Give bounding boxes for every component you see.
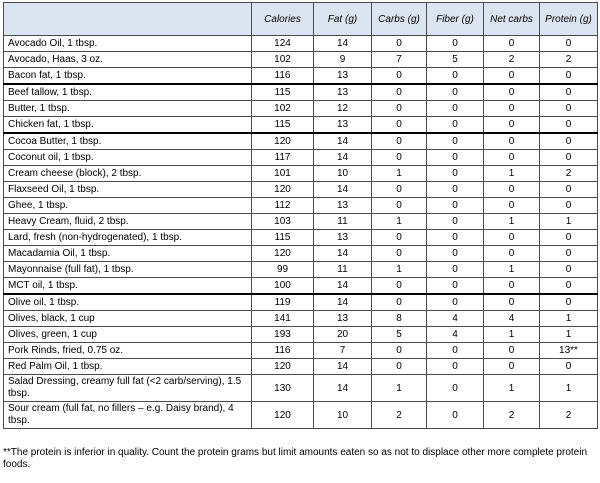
table-row xyxy=(4,166,598,182)
fat-cell: 14 xyxy=(314,375,372,402)
table-body xyxy=(4,36,598,429)
table-row xyxy=(4,84,598,101)
protein-cell: 13** xyxy=(540,343,598,359)
table-row xyxy=(4,262,598,278)
fat-cell: 14 xyxy=(314,133,372,150)
calories-cell: 124 xyxy=(252,36,314,52)
nutrition-table xyxy=(3,2,598,429)
calories-cell: 102 xyxy=(252,101,314,117)
net-carbs-cell: 0 xyxy=(484,182,540,198)
protein-cell: 1 xyxy=(540,375,598,402)
food-name: Olives, black, 1 cup xyxy=(4,311,252,327)
carbs-cell: 0 xyxy=(372,117,427,134)
net-carbs-cell: 0 xyxy=(484,343,540,359)
fat-cell: 7 xyxy=(314,343,372,359)
fat-cell: 14 xyxy=(314,278,372,295)
fiber-cell: 0 xyxy=(427,278,484,295)
net-carbs-cell: 0 xyxy=(484,278,540,295)
fat-cell: 14 xyxy=(314,150,372,166)
protein-cell: 0 xyxy=(540,150,598,166)
food-name: Lard, fresh (non-hydrogenated), 1 tbsp. xyxy=(4,230,252,246)
net-carbs-cell: 1 xyxy=(484,375,540,402)
fiber-cell: 0 xyxy=(427,359,484,375)
calories-cell: 116 xyxy=(252,343,314,359)
fat-cell: 13 xyxy=(314,117,372,134)
calories-cell: 100 xyxy=(252,278,314,295)
header-net-carbs: Net carbs xyxy=(484,3,540,36)
food-name: Butter, 1 tbsp. xyxy=(4,101,252,117)
carbs-cell: 0 xyxy=(372,182,427,198)
fiber-cell: 0 xyxy=(427,262,484,278)
footnote: **The protein is inferior in quality. Count the protein grams but limit amounts eaten so as not to displace other more complete protein foods. xyxy=(3,447,588,470)
food-name: Heavy Cream, fluid, 2 tbsp. xyxy=(4,214,252,230)
net-carbs-cell: 2 xyxy=(484,402,540,429)
protein-cell: 0 xyxy=(540,101,598,117)
protein-cell: 1 xyxy=(540,214,598,230)
fiber-cell: 0 xyxy=(427,375,484,402)
carbs-cell: 0 xyxy=(372,230,427,246)
calories-cell: 115 xyxy=(252,230,314,246)
food-name: Coconut oil, 1 tbsp. xyxy=(4,150,252,166)
fat-cell: 9 xyxy=(314,52,372,68)
carbs-cell: 8 xyxy=(372,311,427,327)
protein-cell: 0 xyxy=(540,84,598,101)
carbs-cell: 7 xyxy=(372,52,427,68)
food-name: Bacon fat, 1 tbsp. xyxy=(4,68,252,85)
food-name: Sour cream (full fat, no fillers – e.g. Daisy brand), 4 tbsp. xyxy=(4,402,252,429)
net-carbs-cell: 0 xyxy=(484,84,540,101)
protein-cell: 1 xyxy=(540,327,598,343)
fiber-cell: 0 xyxy=(427,117,484,134)
net-carbs-cell: 1 xyxy=(484,327,540,343)
protein-cell: 0 xyxy=(540,230,598,246)
food-name: Avocado Oil, 1 tbsp. xyxy=(4,36,252,52)
net-carbs-cell: 0 xyxy=(484,36,540,52)
carbs-cell: 0 xyxy=(372,68,427,85)
fiber-cell: 0 xyxy=(427,198,484,214)
fat-cell: 14 xyxy=(314,36,372,52)
table-row xyxy=(4,36,598,52)
calories-cell: 115 xyxy=(252,117,314,134)
carbs-cell: 0 xyxy=(372,343,427,359)
food-name: Avocado, Haas, 3 oz. xyxy=(4,52,252,68)
net-carbs-cell: 0 xyxy=(484,246,540,262)
fat-cell: 20 xyxy=(314,327,372,343)
table-row xyxy=(4,133,598,150)
net-carbs-cell: 0 xyxy=(484,133,540,150)
net-carbs-cell: 0 xyxy=(484,294,540,311)
fat-cell: 14 xyxy=(314,359,372,375)
calories-cell: 103 xyxy=(252,214,314,230)
calories-cell: 112 xyxy=(252,198,314,214)
table-row xyxy=(4,402,598,429)
table-row xyxy=(4,182,598,198)
table-row xyxy=(4,294,598,311)
net-carbs-cell: 0 xyxy=(484,150,540,166)
carbs-cell: 2 xyxy=(372,402,427,429)
fat-cell: 10 xyxy=(314,402,372,429)
fiber-cell: 0 xyxy=(427,150,484,166)
net-carbs-cell: 0 xyxy=(484,198,540,214)
table-row xyxy=(4,52,598,68)
fat-cell: 11 xyxy=(314,214,372,230)
fat-cell: 13 xyxy=(314,68,372,85)
protein-cell: 0 xyxy=(540,278,598,295)
fiber-cell: 0 xyxy=(427,246,484,262)
table-row xyxy=(4,327,598,343)
protein-cell: 1 xyxy=(540,311,598,327)
table-row xyxy=(4,311,598,327)
fiber-cell: 0 xyxy=(427,133,484,150)
food-name: Olives, green, 1 cup xyxy=(4,327,252,343)
food-name: Beef tallow, 1 tbsp. xyxy=(4,84,252,101)
calories-cell: 99 xyxy=(252,262,314,278)
header-protein: Protein (g) xyxy=(540,3,598,36)
fat-cell: 13 xyxy=(314,311,372,327)
protein-cell: 2 xyxy=(540,166,598,182)
carbs-cell: 0 xyxy=(372,278,427,295)
calories-cell: 101 xyxy=(252,166,314,182)
net-carbs-cell: 1 xyxy=(484,214,540,230)
protein-cell: 0 xyxy=(540,294,598,311)
fiber-cell: 0 xyxy=(427,294,484,311)
net-carbs-cell: 1 xyxy=(484,262,540,278)
food-name: Olive oil, 1 tbsp. xyxy=(4,294,252,311)
food-name: Chicken fat, 1 tbsp. xyxy=(4,117,252,134)
header-fiber: Fiber (g) xyxy=(427,3,484,36)
fiber-cell: 0 xyxy=(427,182,484,198)
header-row xyxy=(4,3,598,36)
table-row xyxy=(4,343,598,359)
table-row xyxy=(4,375,598,402)
protein-cell: 2 xyxy=(540,402,598,429)
fiber-cell: 0 xyxy=(427,68,484,85)
fat-cell: 14 xyxy=(314,182,372,198)
protein-cell: 0 xyxy=(540,246,598,262)
food-name: Salad Dressing, creamy full fat (<2 carb/serving), 1.5 tbsp. xyxy=(4,375,252,402)
carbs-cell: 0 xyxy=(372,36,427,52)
carbs-cell: 0 xyxy=(372,198,427,214)
carbs-cell: 0 xyxy=(372,101,427,117)
table-row xyxy=(4,278,598,295)
fat-cell: 14 xyxy=(314,294,372,311)
net-carbs-cell: 0 xyxy=(484,359,540,375)
fiber-cell: 0 xyxy=(427,214,484,230)
protein-cell: 0 xyxy=(540,359,598,375)
net-carbs-cell: 0 xyxy=(484,230,540,246)
table-row xyxy=(4,101,598,117)
fiber-cell: 0 xyxy=(427,343,484,359)
calories-cell: 120 xyxy=(252,182,314,198)
food-name: Ghee, 1 tbsp. xyxy=(4,198,252,214)
calories-cell: 116 xyxy=(252,68,314,85)
net-carbs-cell: 2 xyxy=(484,52,540,68)
food-name: Cocoa Butter, 1 tbsp. xyxy=(4,133,252,150)
table-row xyxy=(4,150,598,166)
fiber-cell: 4 xyxy=(427,311,484,327)
carbs-cell: 0 xyxy=(372,150,427,166)
table-row xyxy=(4,359,598,375)
food-name: Cream cheese (block), 2 tbsp. xyxy=(4,166,252,182)
calories-cell: 130 xyxy=(252,375,314,402)
fiber-cell: 0 xyxy=(427,101,484,117)
calories-cell: 115 xyxy=(252,84,314,101)
calories-cell: 120 xyxy=(252,359,314,375)
fiber-cell: 0 xyxy=(427,36,484,52)
table-row xyxy=(4,198,598,214)
protein-cell: 0 xyxy=(540,36,598,52)
table-row xyxy=(4,246,598,262)
fat-cell: 13 xyxy=(314,198,372,214)
protein-cell: 0 xyxy=(540,68,598,85)
header-calories: Calories xyxy=(252,3,314,36)
protein-cell: 0 xyxy=(540,198,598,214)
table-row xyxy=(4,230,598,246)
food-name: Flaxseed Oil, 1 tbsp. xyxy=(4,182,252,198)
carbs-cell: 0 xyxy=(372,133,427,150)
calories-cell: 193 xyxy=(252,327,314,343)
carbs-cell: 1 xyxy=(372,375,427,402)
net-carbs-cell: 0 xyxy=(484,101,540,117)
calories-cell: 119 xyxy=(252,294,314,311)
carbs-cell: 1 xyxy=(372,262,427,278)
fat-cell: 11 xyxy=(314,262,372,278)
fat-cell: 12 xyxy=(314,101,372,117)
calories-cell: 141 xyxy=(252,311,314,327)
net-carbs-cell: 4 xyxy=(484,311,540,327)
fiber-cell: 0 xyxy=(427,402,484,429)
fiber-cell: 0 xyxy=(427,166,484,182)
food-name: Macadamia Oil, 1 tbsp. xyxy=(4,246,252,262)
calories-cell: 120 xyxy=(252,246,314,262)
header-fat: Fat (g) xyxy=(314,3,372,36)
calories-cell: 120 xyxy=(252,133,314,150)
fat-cell: 10 xyxy=(314,166,372,182)
carbs-cell: 5 xyxy=(372,327,427,343)
net-carbs-cell: 0 xyxy=(484,68,540,85)
protein-cell: 0 xyxy=(540,133,598,150)
carbs-cell: 1 xyxy=(372,214,427,230)
calories-cell: 102 xyxy=(252,52,314,68)
fiber-cell: 5 xyxy=(427,52,484,68)
fiber-cell: 0 xyxy=(427,84,484,101)
net-carbs-cell: 0 xyxy=(484,117,540,134)
carbs-cell: 0 xyxy=(372,294,427,311)
fat-cell: 13 xyxy=(314,230,372,246)
carbs-cell: 0 xyxy=(372,246,427,262)
food-name: Mayonnaise (full fat), 1 tbsp. xyxy=(4,262,252,278)
calories-cell: 117 xyxy=(252,150,314,166)
food-name: Red Palm Oil, 1 tbsp. xyxy=(4,359,252,375)
table-row xyxy=(4,117,598,134)
carbs-cell: 0 xyxy=(372,359,427,375)
net-carbs-cell: 1 xyxy=(484,166,540,182)
protein-cell: 0 xyxy=(540,262,598,278)
table-row xyxy=(4,68,598,85)
header-carbs: Carbs (g) xyxy=(372,3,427,36)
header-blank xyxy=(4,3,252,36)
protein-cell: 0 xyxy=(540,117,598,134)
fiber-cell: 0 xyxy=(427,230,484,246)
food-name: Pork Rinds, fried, 0.75 oz. xyxy=(4,343,252,359)
fat-cell: 13 xyxy=(314,84,372,101)
table-row xyxy=(4,214,598,230)
fat-cell: 14 xyxy=(314,246,372,262)
nutrition-table-container xyxy=(3,2,597,429)
fiber-cell: 4 xyxy=(427,327,484,343)
protein-cell: 0 xyxy=(540,182,598,198)
carbs-cell: 1 xyxy=(372,166,427,182)
protein-cell: 2 xyxy=(540,52,598,68)
carbs-cell: 0 xyxy=(372,84,427,101)
calories-cell: 120 xyxy=(252,402,314,429)
food-name: MCT oil, 1 tbsp. xyxy=(4,278,252,295)
